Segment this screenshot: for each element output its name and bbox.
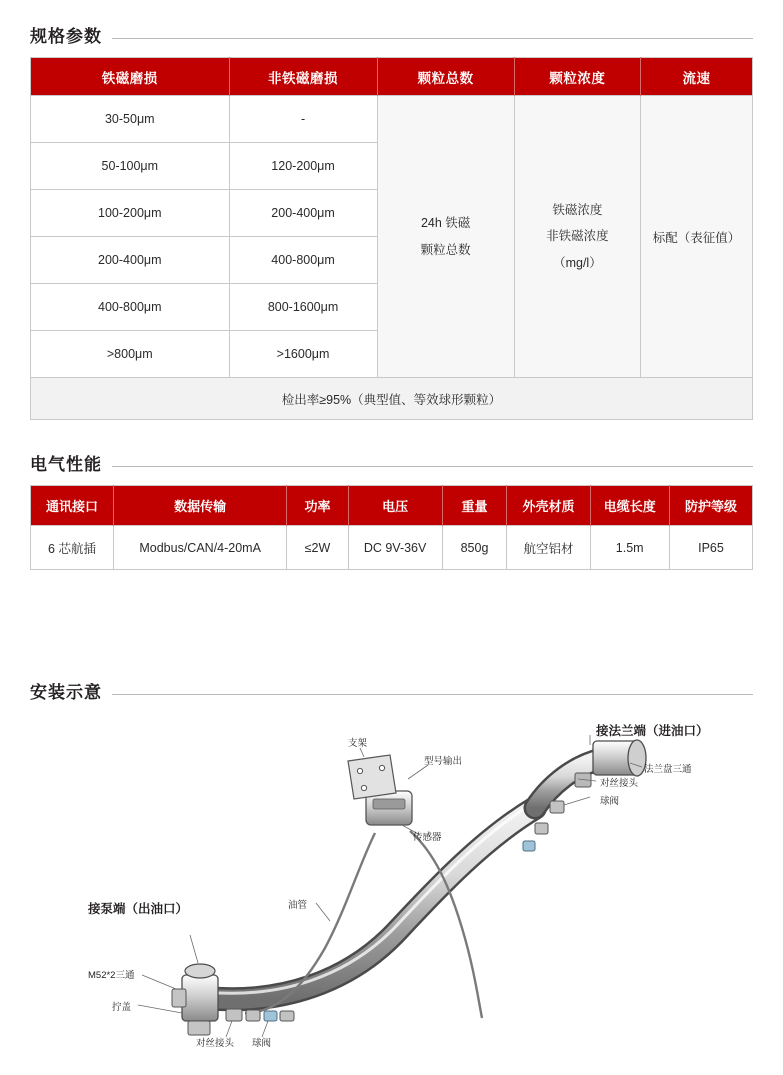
spec-header-cell: 铁磁磨损 xyxy=(31,58,230,96)
label-ball-valve-right: 球阀 xyxy=(600,796,620,807)
elec-value-cell: 6 芯航插 xyxy=(31,526,114,570)
ferro-wear-cell: 400-800μm xyxy=(31,284,230,331)
install-section-heading xyxy=(30,678,753,703)
elec-header-cell: 重量 xyxy=(442,486,507,526)
spec-header-cell: 流速 xyxy=(641,58,753,96)
concentration-line2: 非铁磁浓度 xyxy=(546,229,609,244)
elec-value-cell: 850g xyxy=(442,526,507,570)
nonferro-wear-cell: 200-400μm xyxy=(229,190,377,237)
flow-rate-cell: 标配（表征值） xyxy=(641,96,753,378)
concentration-line3: （mg/l） xyxy=(553,255,602,270)
spec-table-header-row xyxy=(31,58,753,96)
label-ball-valve-left: 球阀 xyxy=(252,1038,272,1049)
label-oil-pipe: 油管 xyxy=(288,900,308,911)
spec-header-cell: 非铁磁磨损 xyxy=(229,58,377,96)
spec-section-title: 规格参数 xyxy=(30,27,102,46)
installation-diagram xyxy=(30,713,753,1058)
heading-rule xyxy=(112,466,753,467)
elec-value-cell: DC 9V-36V xyxy=(348,526,442,570)
install-section-title: 安装示意 xyxy=(30,683,102,702)
label-bracket: 支架 xyxy=(348,738,368,749)
detection-rate-note: 检出率≥95%（典型值、等效球形颗粒） xyxy=(31,378,753,420)
electrical-table xyxy=(30,485,753,570)
ferro-wear-cell: 30-50μm xyxy=(31,96,230,143)
particle-concentration-cell xyxy=(514,96,640,378)
main-hose xyxy=(205,802,535,999)
elec-header-cell: 功率 xyxy=(287,486,348,526)
elec-value-cell: 1.5m xyxy=(590,526,669,570)
heading-rule xyxy=(112,38,753,39)
spec-section xyxy=(30,22,753,420)
label-thread-joint-right: 对丝接头 xyxy=(600,778,639,789)
nonferro-wear-cell: 800-1600μm xyxy=(229,284,377,331)
spec-header-cell: 颗粒浓度 xyxy=(514,58,640,96)
electrical-section-heading xyxy=(30,450,753,475)
label-signal-output: 型号输出 xyxy=(424,756,463,767)
electrical-header-row xyxy=(31,486,753,526)
flange-inlet-assembly xyxy=(523,740,646,851)
electrical-section xyxy=(30,450,753,570)
install-section xyxy=(30,678,753,1058)
ferro-wear-cell: >800μm xyxy=(31,331,230,378)
concentration-line1: 铁磁浓度 xyxy=(552,203,603,218)
label-flange-end: 接法兰端（进油口） xyxy=(596,724,709,738)
particle-total-cell xyxy=(377,96,514,378)
nonferro-wear-cell: >1600μm xyxy=(229,331,377,378)
electrical-section-title: 电气性能 xyxy=(30,455,102,474)
elec-header-cell: 电压 xyxy=(348,486,442,526)
elec-header-cell: 数据传输 xyxy=(114,486,287,526)
particle-total-line2: 颗粒总数 xyxy=(420,242,471,257)
nonferro-wear-cell: - xyxy=(229,96,377,143)
ferro-wear-cell: 100-200μm xyxy=(31,190,230,237)
elec-value-cell: IP65 xyxy=(669,526,752,570)
bracket-plate xyxy=(348,755,396,799)
spec-footer-row xyxy=(31,378,753,420)
ferro-wear-cell: 200-400μm xyxy=(31,237,230,284)
spec-table xyxy=(30,57,753,420)
label-m52-tee: M52*2三通 xyxy=(88,970,135,981)
ferro-wear-cell: 50-100μm xyxy=(31,143,230,190)
spec-header-cell: 颗粒总数 xyxy=(377,58,514,96)
elec-header-cell: 外壳材质 xyxy=(507,486,590,526)
label-thread-joint-left: 对丝接头 xyxy=(196,1038,235,1049)
nonferro-wear-cell: 120-200μm xyxy=(229,143,377,190)
table-row xyxy=(31,96,753,143)
label-sensor: 传感器 xyxy=(413,832,442,843)
table-row xyxy=(31,526,753,570)
elec-value-cell: 航空铝材 xyxy=(507,526,590,570)
spec-section-heading xyxy=(30,22,753,47)
label-screw-plug: 拧盖 xyxy=(112,1002,132,1013)
elec-header-cell: 防护等级 xyxy=(669,486,752,526)
elec-header-cell: 电缆长度 xyxy=(590,486,669,526)
heading-rule xyxy=(112,694,753,695)
label-flange-tee: 法兰盘三通 xyxy=(644,764,692,775)
particle-total-line1: 24h 铁磁 xyxy=(420,216,471,231)
label-pump-end: 接泵端（出油口） xyxy=(88,902,189,916)
elec-value-cell: ≤2W xyxy=(287,526,348,570)
elec-value-cell: Modbus/CAN/4-20mA xyxy=(114,526,287,570)
nonferro-wear-cell: 400-800μm xyxy=(229,237,377,284)
elec-header-cell: 通讯接口 xyxy=(31,486,114,526)
